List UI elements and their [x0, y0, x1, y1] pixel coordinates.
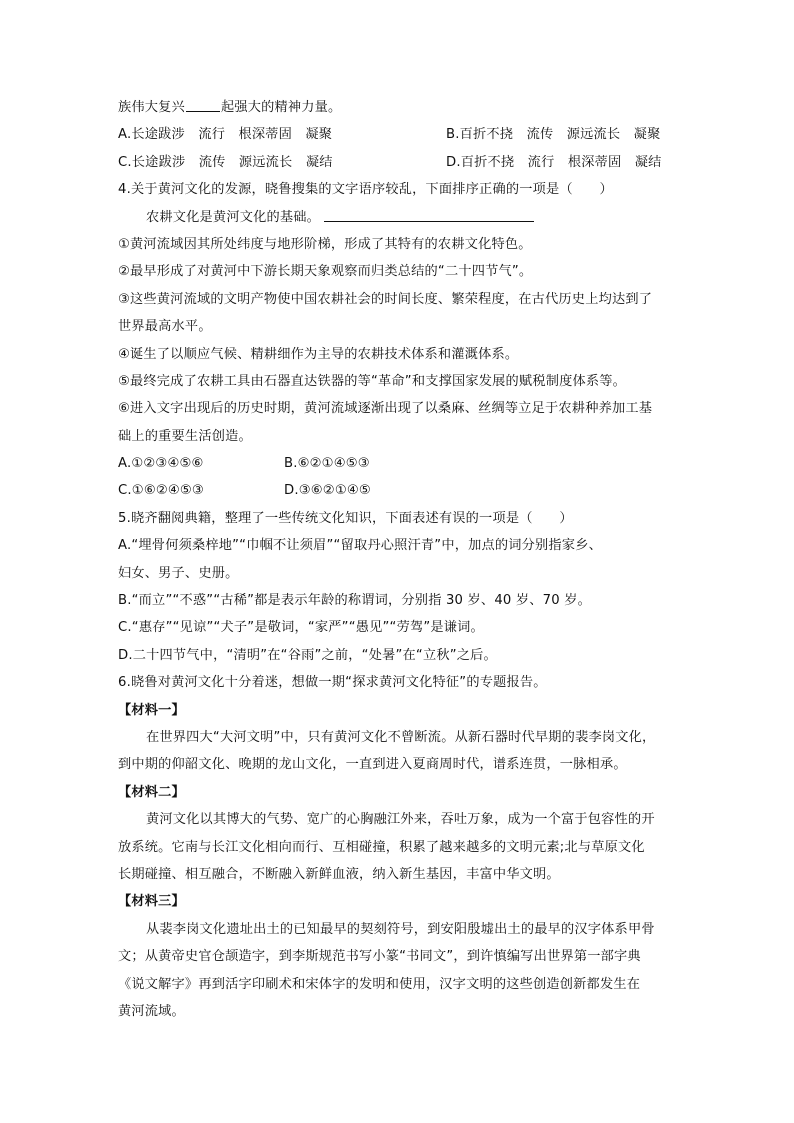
exam-page [118, 94, 678, 1025]
material-2-line-2: 放系统。它南与长江文化相向而行、互相碰撞，积累了越来越多的文明元素;北与草原文化 [118, 839, 645, 855]
material-3-line-4: 黄河流域。 [118, 1003, 185, 1019]
material-1-line-2: 到中期的仰韶文化、晚期的龙山文化，一直到进入夏商周时代，谱系连贯，一脉相承。 [118, 757, 627, 773]
q4-option-c: C.①⑥②④⑤③ [118, 483, 204, 499]
q4-stem: 4.关于黄河文化的发源，晓鲁搜集的文字语序较乱，下面排序正确的一项是（ ） [118, 182, 613, 198]
answer-blank-long [324, 208, 534, 222]
q4-item-6: ⑥进入文字出现后的历史时期，黄河流域逐渐出现了以桑麻、丝绸等立足于农耕种养加工基 [118, 401, 653, 417]
q4-options-row-1 [118, 450, 678, 477]
q4-item-3: ③这些黄河流域的文明产物使中国农耕社会的时间长度、繁荣程度，在古代历史上均达到了 [118, 291, 653, 307]
q5-stem: 5.晓齐翻阅典籍，整理了一些传统文化知识，下面表述有误的一项是（ ） [118, 510, 573, 526]
q3-option-d: D.百折不挠 流行 根深蒂固 凝结 [446, 154, 662, 170]
answer-blank [186, 98, 220, 112]
q4-item-3-cont: 世界最高水平。 [118, 319, 212, 335]
q3-option-a: A.长途跋涉 流行 根深蒂固 凝聚 [118, 127, 333, 143]
material-2-line-3: 长期碰撞、相互融合，不断融入新鲜血液，纳入新生基因，丰富中华文明。 [118, 866, 560, 882]
material-2-heading: 【材料二】 [118, 784, 185, 800]
q4-option-a: A.①②③④⑤⑥ [118, 456, 204, 472]
material-3-line-3: 《说文解字》再到活字印刷术和宋体字的发明和使用，汉字文明的这些创造创新都发生在 [118, 976, 641, 992]
material-3-line-2: 文；从黄帝史官仓颉造字，到李斯规范书写小篆“书同文”，到许慎编写出世界第一部字典 [118, 949, 641, 965]
q3-option-b: B.百折不挠 流传 源远流长 凝聚 [446, 127, 661, 143]
q5-option-d: D.二十四节气中，“清明”在“谷雨”之前，“处暑”在“立秋”之后。 [118, 647, 497, 663]
q3-continuation [118, 94, 678, 121]
q3-text-after-blank: 起强大的精神力量。 [220, 100, 342, 115]
material-1-heading: 【材料一】 [118, 702, 185, 718]
q5-option-b: B.“而立”“不惑”“古稀”都是表示年龄的称谓词，分别指 30 岁、40 岁、70 岁。 [118, 593, 592, 609]
q4-options-row-2 [118, 477, 678, 504]
q4-item-4: ④诞生了以顺应气候、精耕细作为主导的农耕技术体系和灌溉体系。 [118, 346, 519, 362]
q3-options-row-2 [118, 149, 678, 176]
q4-lead-text: 农耕文化是黄河文化的基础。 [146, 209, 321, 225]
q4-option-b: B.⑥②①④⑤③ [284, 456, 370, 472]
q4-item-5: ⑤最终完成了农耕工具由石器直达铁器的等“革命”和支撑国家发展的赋税制度体系等。 [118, 373, 627, 389]
q5-option-a: A.“埋骨何须桑梓地”“巾帼不让须眉”“留取丹心照汗青”中，加点的词分别指家乡、 [118, 538, 602, 554]
q4-item-2: ②最早形成了对黄河中下游长期天象观察而归类总结的“二十四节气”。 [118, 264, 533, 280]
q3-option-c: C.长途跋涉 流传 源远流长 凝结 [118, 154, 333, 170]
q4-lead [118, 204, 678, 231]
q4-option-d: D.③⑥②①④⑤ [284, 483, 371, 499]
q3-options-row-1 [118, 121, 678, 148]
q5-option-a-cont: 妇女、男子、史册。 [118, 565, 239, 581]
q6-stem: 6.晓鲁对黄河文化十分着迷，想做一期“探求黄河文化特征”的专题报告。 [118, 675, 547, 691]
q5-option-c: C.“惠存”“见谅”“犬子”是敬词，“家严”“愚见”“劳驾”是谦词。 [118, 620, 484, 636]
q3-text-before-blank: 族伟大复兴 [118, 100, 185, 115]
material-2-line-1: 黄河文化以其博大的气势、宽广的心胸融江外来，吞吐万象，成为一个富于包容性的开 [146, 812, 655, 828]
q4-item-6-cont: 础上的重要生活创造。 [118, 428, 252, 444]
material-3-heading: 【材料三】 [118, 894, 185, 910]
material-3-line-1: 从裴李岗文化遗址出土的已知最早的契刻符号，到安阳殷墟出土的最早的汉字体系甲骨 [146, 921, 655, 937]
q4-item-1: ①黄河流域因其所处纬度与地形阶梯，形成了其特有的农耕文化特色。 [118, 236, 532, 252]
material-1-line-1: 在世界四大“大河文明”中，只有黄河文化不曾断流。从新石器时代早期的裴李岗文化， [146, 729, 656, 745]
